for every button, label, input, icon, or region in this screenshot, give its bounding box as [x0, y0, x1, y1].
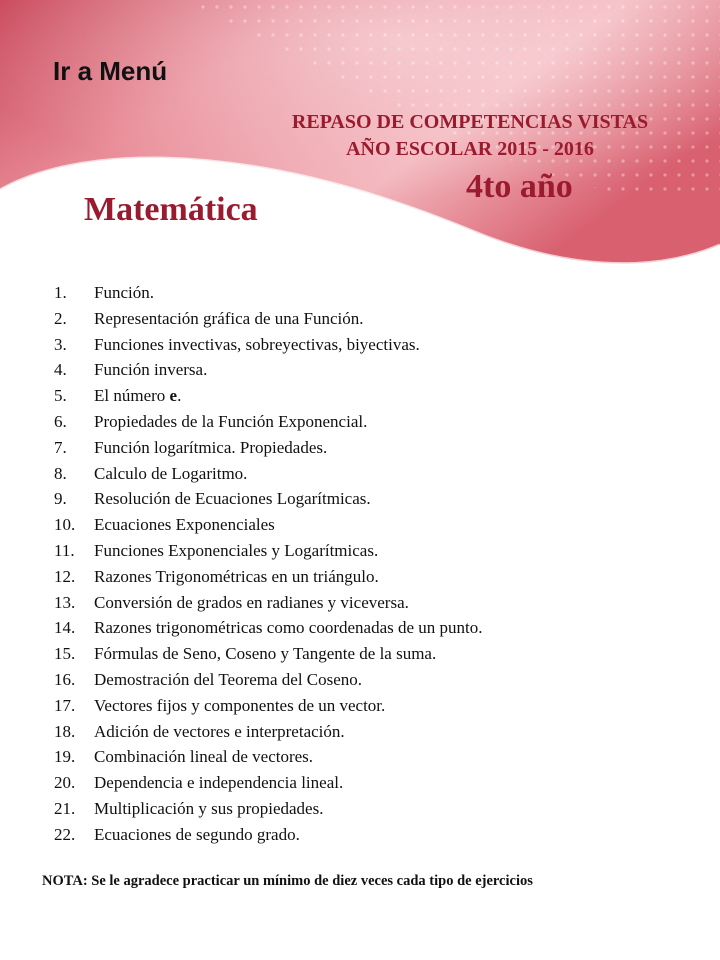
- list-item: [54, 667, 483, 693]
- list-item-text: Funciones invectivas, sobreyectivas, biyectivas.: [94, 334, 420, 354]
- list-item-text: Resolución de Ecuaciones Logarítmicas.: [94, 489, 371, 509]
- note: [42, 870, 666, 892]
- list-item-text: Razones trigonométricas como coordenadas de un punto.: [94, 618, 483, 638]
- list-item-text: Calculo de Logaritmo.: [94, 463, 248, 483]
- list-item: [54, 357, 483, 383]
- list-item: [54, 693, 483, 719]
- list-item-text: Ecuaciones Exponenciales: [94, 515, 275, 535]
- list-item-emphasis: e: [169, 386, 178, 406]
- list-item: [54, 461, 483, 487]
- list-item-text: Vectores fijos y componentes de un vector.: [94, 695, 386, 715]
- list-item-number: 22.: [54, 824, 76, 844]
- list-item-number: 9.: [54, 489, 67, 509]
- list-item: [54, 744, 483, 770]
- list-item-number: 6.: [54, 411, 67, 431]
- list-item: [54, 280, 483, 306]
- review-title: REPASO DE COMPETENCIAS VISTAS: [291, 111, 649, 133]
- go-to-menu-link[interactable]: Ir a Menú: [53, 56, 168, 86]
- list-item: [54, 306, 483, 332]
- list-item-number: 7.: [54, 437, 67, 457]
- list-item-number: 12.: [54, 566, 76, 586]
- list-item-number: 8.: [54, 463, 67, 483]
- list-item-number: 15.: [54, 644, 76, 664]
- list-item-text: Propiedades de la Función Exponencial.: [94, 411, 368, 431]
- list-item: [54, 435, 483, 461]
- list-item: [54, 796, 483, 822]
- list-item-text: El número: [94, 386, 170, 406]
- list-item-text: Funciones Exponenciales y Logarítmicas.: [94, 540, 379, 560]
- note-text: NOTA: Se le agradece practicar un mínimo de diez veces cada tipo de ejercicios: [42, 873, 533, 889]
- list-item-number: 5.: [54, 386, 67, 406]
- list-item-number: 16.: [54, 669, 76, 689]
- list-item-text: Demostración del Teorema del Coseno.: [94, 669, 363, 689]
- list-item-text: Dependencia e independencia lineal.: [94, 773, 344, 793]
- list-item-text: Combinación lineal de vectores.: [94, 747, 314, 767]
- list-item-text: Función logarítmica. Propiedades.: [94, 437, 328, 457]
- list-item-text: Fórmulas de Seno, Coseno y Tangente de la suma.: [94, 644, 437, 664]
- list-item-number: 1.: [54, 283, 67, 302]
- subject-title: Matemática: [84, 191, 258, 228]
- list-item-number: 13.: [54, 592, 76, 612]
- list-item-number: 14.: [54, 618, 76, 638]
- school-year: AÑO ESCOLAR 2015 - 2016: [346, 138, 594, 160]
- list-item-text: Función inversa.: [94, 360, 208, 380]
- list-item-number: 18.: [54, 721, 76, 741]
- list-item-number: 20.: [54, 773, 76, 793]
- list-item-number: 10.: [54, 515, 76, 535]
- list-item-number: 17.: [54, 695, 76, 715]
- list-item: [54, 641, 483, 667]
- list-item: [54, 409, 483, 435]
- list-item: [54, 590, 483, 616]
- list-item: [54, 383, 483, 409]
- list-item: [54, 822, 483, 848]
- list-item: [54, 615, 483, 641]
- topic-list: [54, 280, 483, 848]
- list-item: [54, 719, 483, 745]
- list-item: [54, 332, 483, 358]
- list-item-number: 2.: [54, 308, 67, 328]
- list-item-text: Conversión de grados en radianes y viceversa.: [94, 592, 409, 612]
- list-item-text: Adición de vectores e interpretación.: [94, 721, 345, 741]
- list-item-text: Ecuaciones de segundo grado.: [94, 824, 300, 844]
- grade-label: 4to año: [466, 168, 573, 205]
- list-item-text: Función.: [94, 283, 154, 302]
- list-item-number: 21.: [54, 798, 76, 818]
- list-item-number: 11.: [54, 540, 75, 560]
- list-item-number: 3.: [54, 334, 67, 354]
- list-item: [54, 512, 483, 538]
- list-item: [54, 564, 483, 590]
- list-item-text: Multiplicación y sus propiedades.: [94, 798, 324, 818]
- list-item-suffix: .: [177, 386, 182, 406]
- list-item: [54, 538, 483, 564]
- list-item-number: 4.: [54, 360, 67, 380]
- list-item-number: 19.: [54, 747, 76, 767]
- list-item-text: Razones Trigonométricas en un triángulo.: [94, 566, 379, 586]
- list-item-text: Representación gráfica de una Función.: [94, 308, 364, 328]
- list-item: [54, 486, 483, 512]
- list-item: [54, 770, 483, 796]
